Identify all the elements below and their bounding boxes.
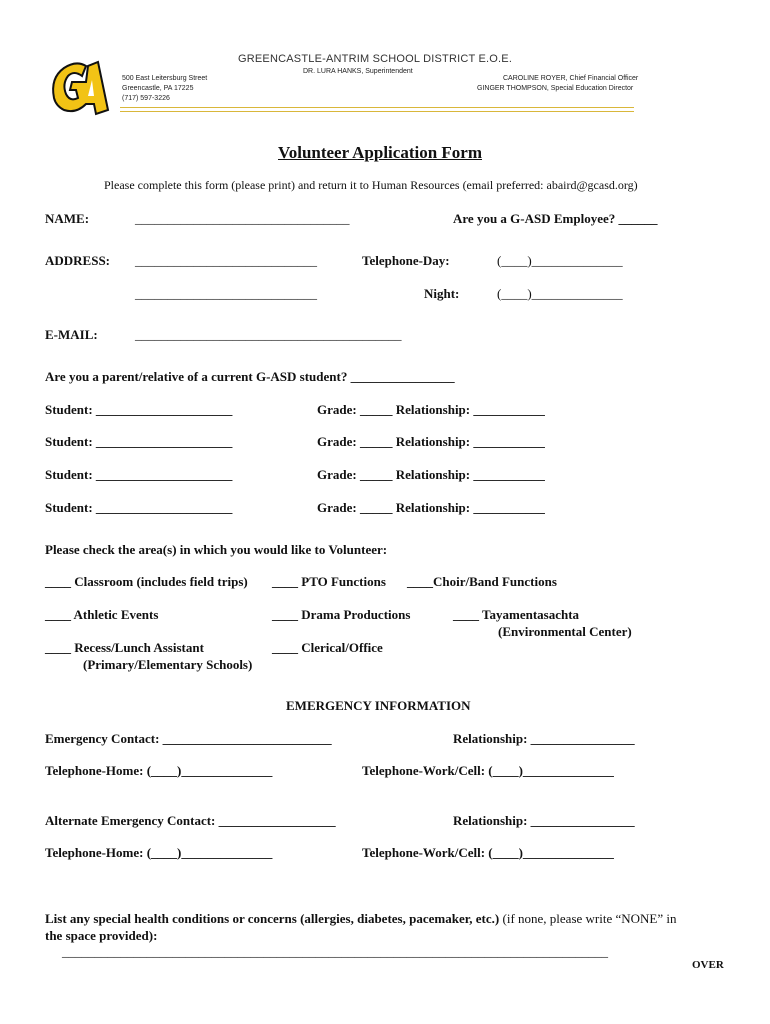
district-logo (46, 58, 110, 118)
volunteer-question: Please check the area(s) in which you would like to Volunteer: (45, 542, 388, 557)
grade-relationship-1[interactable]: Grade: _____ Relationship: ___________ (317, 402, 545, 417)
name-label: NAME: (45, 211, 90, 226)
header-divider-2 (120, 111, 634, 112)
employee-question[interactable]: Are you a G-ASD Employee? ______ (453, 211, 658, 226)
telephone-day-label: Telephone-Day: (362, 253, 450, 268)
alternate-telephone-home[interactable]: Telephone-Home: (____)______________ (45, 845, 273, 860)
address-line-2: Greencastle, PA 17225 (122, 85, 194, 92)
grade-relationship-3[interactable]: Grade: _____ Relationship: ___________ (317, 467, 545, 482)
grade-relationship-2[interactable]: Grade: _____ Relationship: ___________ (317, 434, 545, 449)
option-recess-lunch-note: (Primary/Elementary Schools) (83, 657, 253, 672)
header-divider-1 (120, 107, 634, 108)
health-question (45, 911, 677, 927)
health-question-bold: List any special health conditions or concerns (allergies, diabetes, pacemaker, etc.) (45, 911, 500, 926)
district-name: GREENCASTLE-ANTRIM SCHOOL DISTRICT E.O.E. (238, 53, 513, 65)
option-recess-lunch[interactable]: ____ Recess/Lunch Assistant (45, 640, 204, 655)
emergency-relationship-field[interactable]: Relationship: ________________ (453, 731, 635, 746)
emergency-telephone-work[interactable]: Telephone-Work/Cell: (____)______________ (362, 763, 614, 778)
grade-relationship-4[interactable]: Grade: _____ Relationship: ___________ (317, 500, 545, 515)
sped-director: GINGER THOMPSON, Special Education Director (477, 85, 634, 92)
address-field-1[interactable]: ____________________________ (135, 253, 317, 268)
student-field-3[interactable]: Student: _____________________ (45, 467, 233, 482)
address-line-1: 500 East Leitersburg Street (122, 75, 208, 82)
alternate-telephone-work[interactable]: Telephone-Work/Cell: (____)______________ (362, 845, 614, 860)
address-field-2[interactable]: ____________________________ (135, 286, 317, 301)
health-field[interactable]: ____________________________________________________________________________________ (62, 944, 608, 959)
superintendent: DR. LURA HANKS, Superintendent (303, 68, 413, 75)
over-note: OVER (692, 959, 724, 971)
email-label: E-MAIL: (45, 327, 98, 342)
address-label: ADDRESS: (45, 253, 111, 268)
district-phone: (717) 597-3226 (122, 95, 170, 102)
option-tayamentasachta-note: (Environmental Center) (498, 624, 632, 639)
student-field-1[interactable]: Student: _____________________ (45, 402, 233, 417)
option-athletic[interactable]: ____ Athletic Events (45, 607, 159, 622)
emergency-contact-field[interactable]: Emergency Contact: __________________________ (45, 731, 332, 746)
alternate-contact-field[interactable]: Alternate Emergency Contact: __________________ (45, 813, 336, 828)
cfo-name: CAROLINE ROYER, Chief Financial Officer (503, 75, 639, 82)
option-pto[interactable]: ____ PTO Functions (272, 574, 386, 589)
telephone-night-field[interactable]: (____)______________ (497, 286, 623, 301)
parent-question[interactable]: Are you a parent/relative of a current G-ASD student? ________________ (45, 369, 455, 384)
name-field[interactable]: _________________________________ (135, 211, 350, 226)
student-field-2[interactable]: Student: _____________________ (45, 434, 233, 449)
option-classroom[interactable]: ____ Classroom (includes field trips) (45, 574, 248, 589)
health-question-rest: (if none, please write “NONE” in (499, 911, 677, 926)
emergency-heading: EMERGENCY INFORMATION (286, 698, 471, 713)
option-clerical[interactable]: ____ Clerical/Office (272, 640, 383, 655)
form-title: Volunteer Application Form (278, 143, 483, 162)
telephone-day-field[interactable]: (____)______________ (497, 253, 623, 268)
option-choir-band[interactable]: ____Choir/Band Functions (407, 574, 557, 589)
form-instructions: Please complete this form (please print) and return it to Human Resources (email preferred: abaird@gcasd.org) (104, 178, 638, 192)
night-label: Night: (424, 286, 460, 301)
option-drama[interactable]: ____ Drama Productions (272, 607, 411, 622)
student-field-4[interactable]: Student: _____________________ (45, 500, 233, 515)
option-tayamentasachta[interactable]: ____ Tayamentasachta (453, 607, 580, 622)
email-field[interactable]: _________________________________________ (135, 327, 402, 342)
health-question-line2: the space provided): (45, 928, 158, 943)
emergency-telephone-home[interactable]: Telephone-Home: (____)______________ (45, 763, 273, 778)
alternate-relationship-field[interactable]: Relationship: ________________ (453, 813, 635, 828)
